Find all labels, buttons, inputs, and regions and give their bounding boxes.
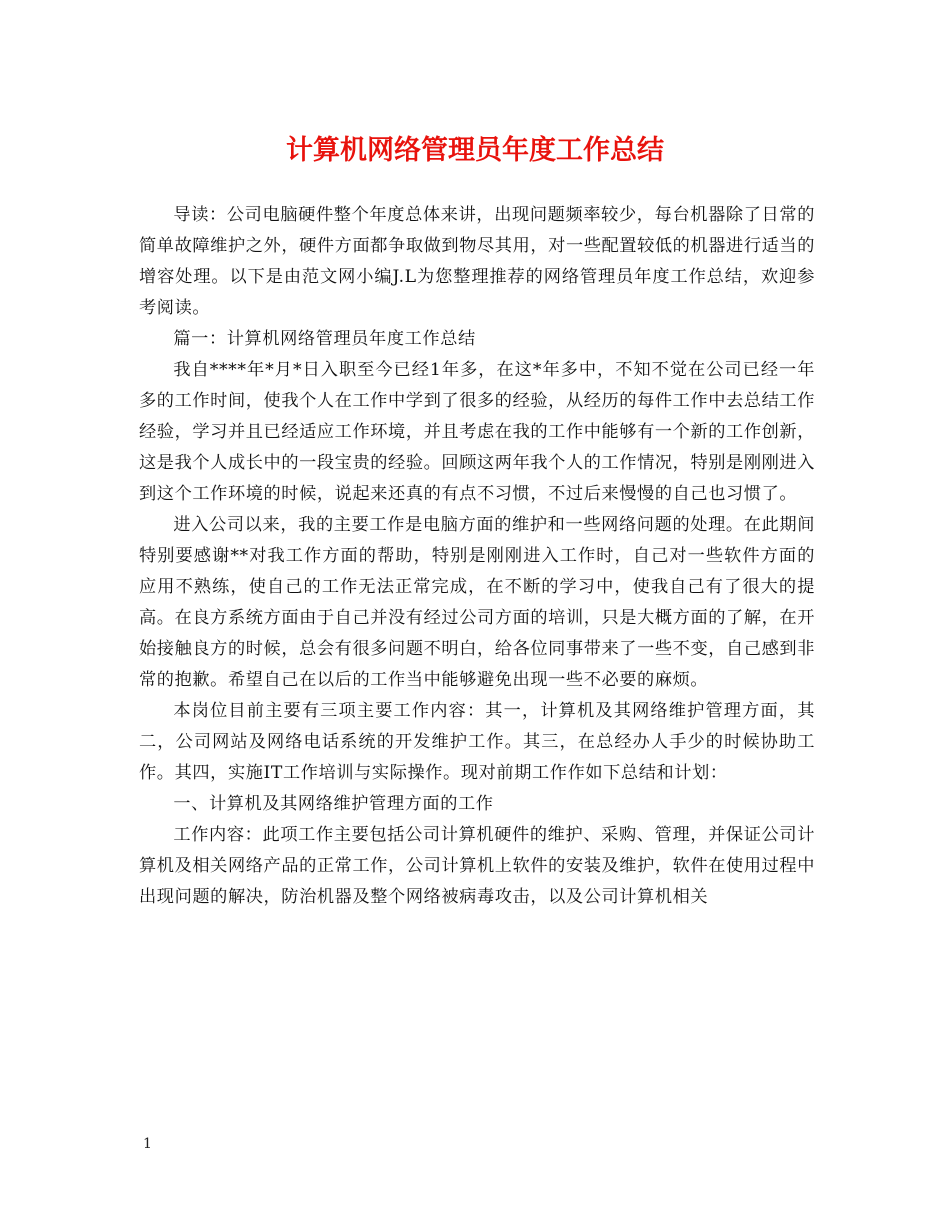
document-body: [139, 200, 815, 913]
paragraph-experience: 我自****年*月*日入职至今已经1年多，在这*年多中，不知不觉在公司已经一年多的工作时间，使我个人在工作中学到了很多的经验，从经历的每件工作中去总结工作经验，学习并且已经适应工作环境，并且考虑在我的工作中能够有一个新的工作创新，这是我个人成长中的一段宝贵的经验。回顾这两年我个人的工作情况，特别是刚刚进入到这个工作环境的时候，说起来还真的有点不习惯，不过后来慢慢的自己也习惯了。: [139, 360, 815, 504]
paragraph-subheading-network: 一、计算机及其网络维护管理方面的工作: [173, 794, 494, 814]
paragraph-work-content: 工作内容：此项工作主要包括公司计算机硬件的维护、采购、管理，并保证公司计算机及相关网络产品的正常工作，公司计算机上软件的安装及维护，软件在使用过程中出现问题的解决，防治机器及整个网络被病毒攻击，以及公司计算机相关: [139, 825, 815, 907]
paragraph-section-heading: 篇一：计算机网络管理员年度工作总结: [173, 329, 476, 349]
paragraph-job-scope: 本岗位目前主要有三项主要工作内容：其一，计算机及其网络维护管理方面，其二，公司网站及网络电话系统的开发维护工作。其三，在总经办人手少的时候协助工作。其四，实施IT工作培训与实际操作。现对前期工作作如下总结和计划：: [139, 701, 815, 783]
paragraph-main-work: 进入公司以来，我的主要工作是电脑方面的维护和一些网络问题的处理。在此期间特别要感谢**对我工作方面的帮助，特别是刚刚进入工作时，自己对一些软件方面的应用不熟练，使自己的工作无法正常完成，在不断的学习中，使我自己有了很大的提高。在良方系统方面由于自己并没有经过公司方面的培训，只是大概方面的了解，在开始接触良方的时候，总会有很多问题不明白，给各位同事带来了一些不变，自己感到非常的抱歉。希望自己在以后的工作当中能够避免出现一些不必要的麻烦。: [139, 515, 815, 690]
paragraph-intro: 导读：公司电脑硬件整个年度总体来讲，出现问题频率较少，每台机器除了日常的简单故障维护之外，硬件方面都争取做到物尽其用，对一些配置较低的机器进行适当的增容处理。以下是由范文网小编J.L为您整理推荐的网络管理员年度工作总结，欢迎参考阅读。: [139, 205, 815, 318]
document-title: 计算机网络管理员年度工作总结: [286, 135, 664, 166]
page-number: 1: [143, 1136, 152, 1152]
